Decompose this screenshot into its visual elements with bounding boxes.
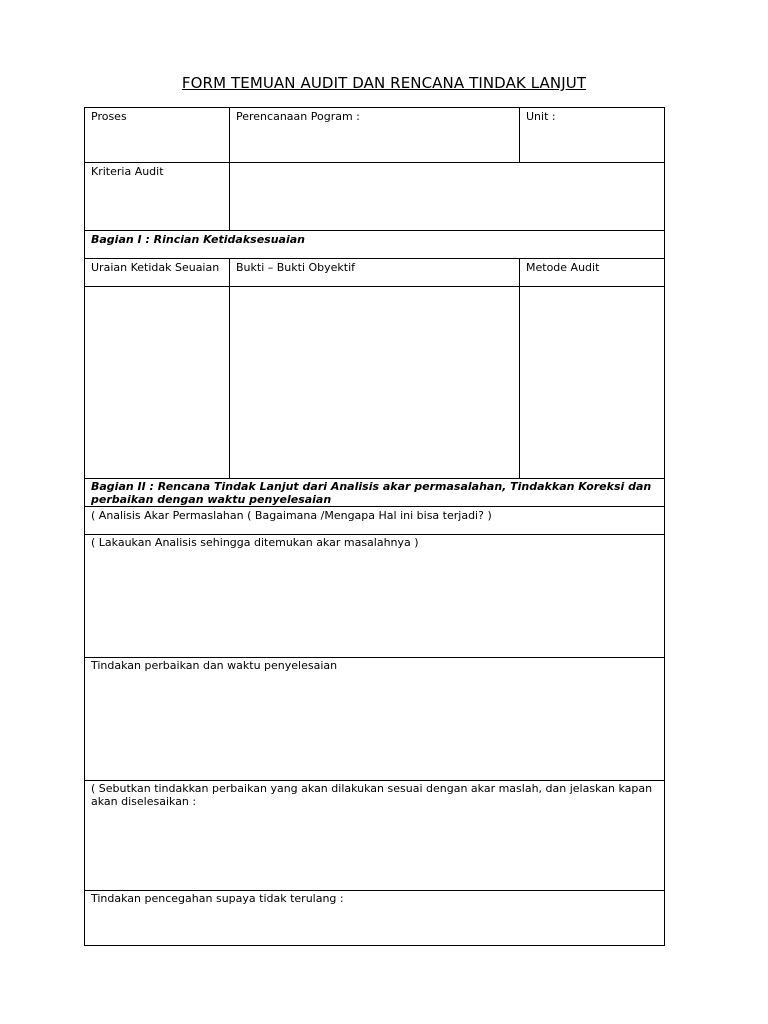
uraian-header bbox=[84, 258, 230, 287]
lakukan-analisis-label: ( Lakaukan Analisis sehingga ditemukan akar masalahnya ) bbox=[91, 536, 419, 549]
pencegahan-label: Tindakan pencegahan supaya tidak terulang : bbox=[91, 892, 344, 905]
bukti-field[interactable] bbox=[229, 286, 520, 479]
proses-label: Proses bbox=[91, 110, 127, 123]
bagian-2-header bbox=[84, 478, 665, 507]
unit-label: Unit : bbox=[526, 110, 556, 123]
kriteria-audit-label-cell bbox=[84, 162, 230, 231]
analisis-akar-cell bbox=[84, 506, 665, 535]
form-title: FORM TEMUAN AUDIT DAN RENCANA TINDAK LANJUT bbox=[181, 74, 587, 92]
perencanaan-program-cell[interactable] bbox=[229, 107, 520, 163]
kriteria-audit-label: Kriteria Audit bbox=[91, 165, 164, 178]
bagian-1-label: Bagian I : Rincian Ketidaksesuaian bbox=[91, 233, 305, 246]
proses-cell[interactable] bbox=[84, 107, 230, 163]
pencegahan-field[interactable] bbox=[84, 890, 665, 946]
analisis-akar-label: ( Analisis Akar Permaslahan ( Bagaimana /Mengapa Hal ini bisa terjadi? ) bbox=[91, 509, 492, 522]
metode-field[interactable] bbox=[519, 286, 665, 479]
bagian-1-header bbox=[84, 230, 665, 259]
bukti-label: Bukti – Bukti Obyektif bbox=[236, 261, 356, 274]
bukti-header bbox=[229, 258, 520, 287]
tindakan-perbaikan-label: Tindakan perbaikan dan waktu penyelesaian bbox=[91, 659, 338, 672]
metode-label: Metode Audit bbox=[526, 261, 600, 274]
tindakan-perbaikan-field[interactable] bbox=[84, 657, 665, 781]
kriteria-audit-field[interactable] bbox=[229, 162, 665, 231]
unit-cell[interactable] bbox=[519, 107, 665, 163]
sebutkan-label: ( Sebutkan tindakkan perbaikan yang akan dilakukan sesuai dengan akar maslah, dan jelaskan kapan akan diselesaikan : bbox=[91, 782, 653, 808]
uraian-label: Uraian Ketidak Seuaian bbox=[91, 261, 220, 274]
uraian-field[interactable] bbox=[84, 286, 230, 479]
sebutkan-field[interactable] bbox=[84, 780, 665, 891]
bagian-2-label: Bagian II : Rencana Tindak Lanjut dari Analisis akar permasalahan, Tindakkan Koreksi dan perbaikan dengan waktu penyelesaian bbox=[91, 480, 652, 506]
lakukan-analisis-field[interactable] bbox=[84, 534, 665, 658]
perencanaan-program-label: Perencanaan Pogram : bbox=[236, 110, 360, 123]
metode-header bbox=[519, 258, 665, 287]
